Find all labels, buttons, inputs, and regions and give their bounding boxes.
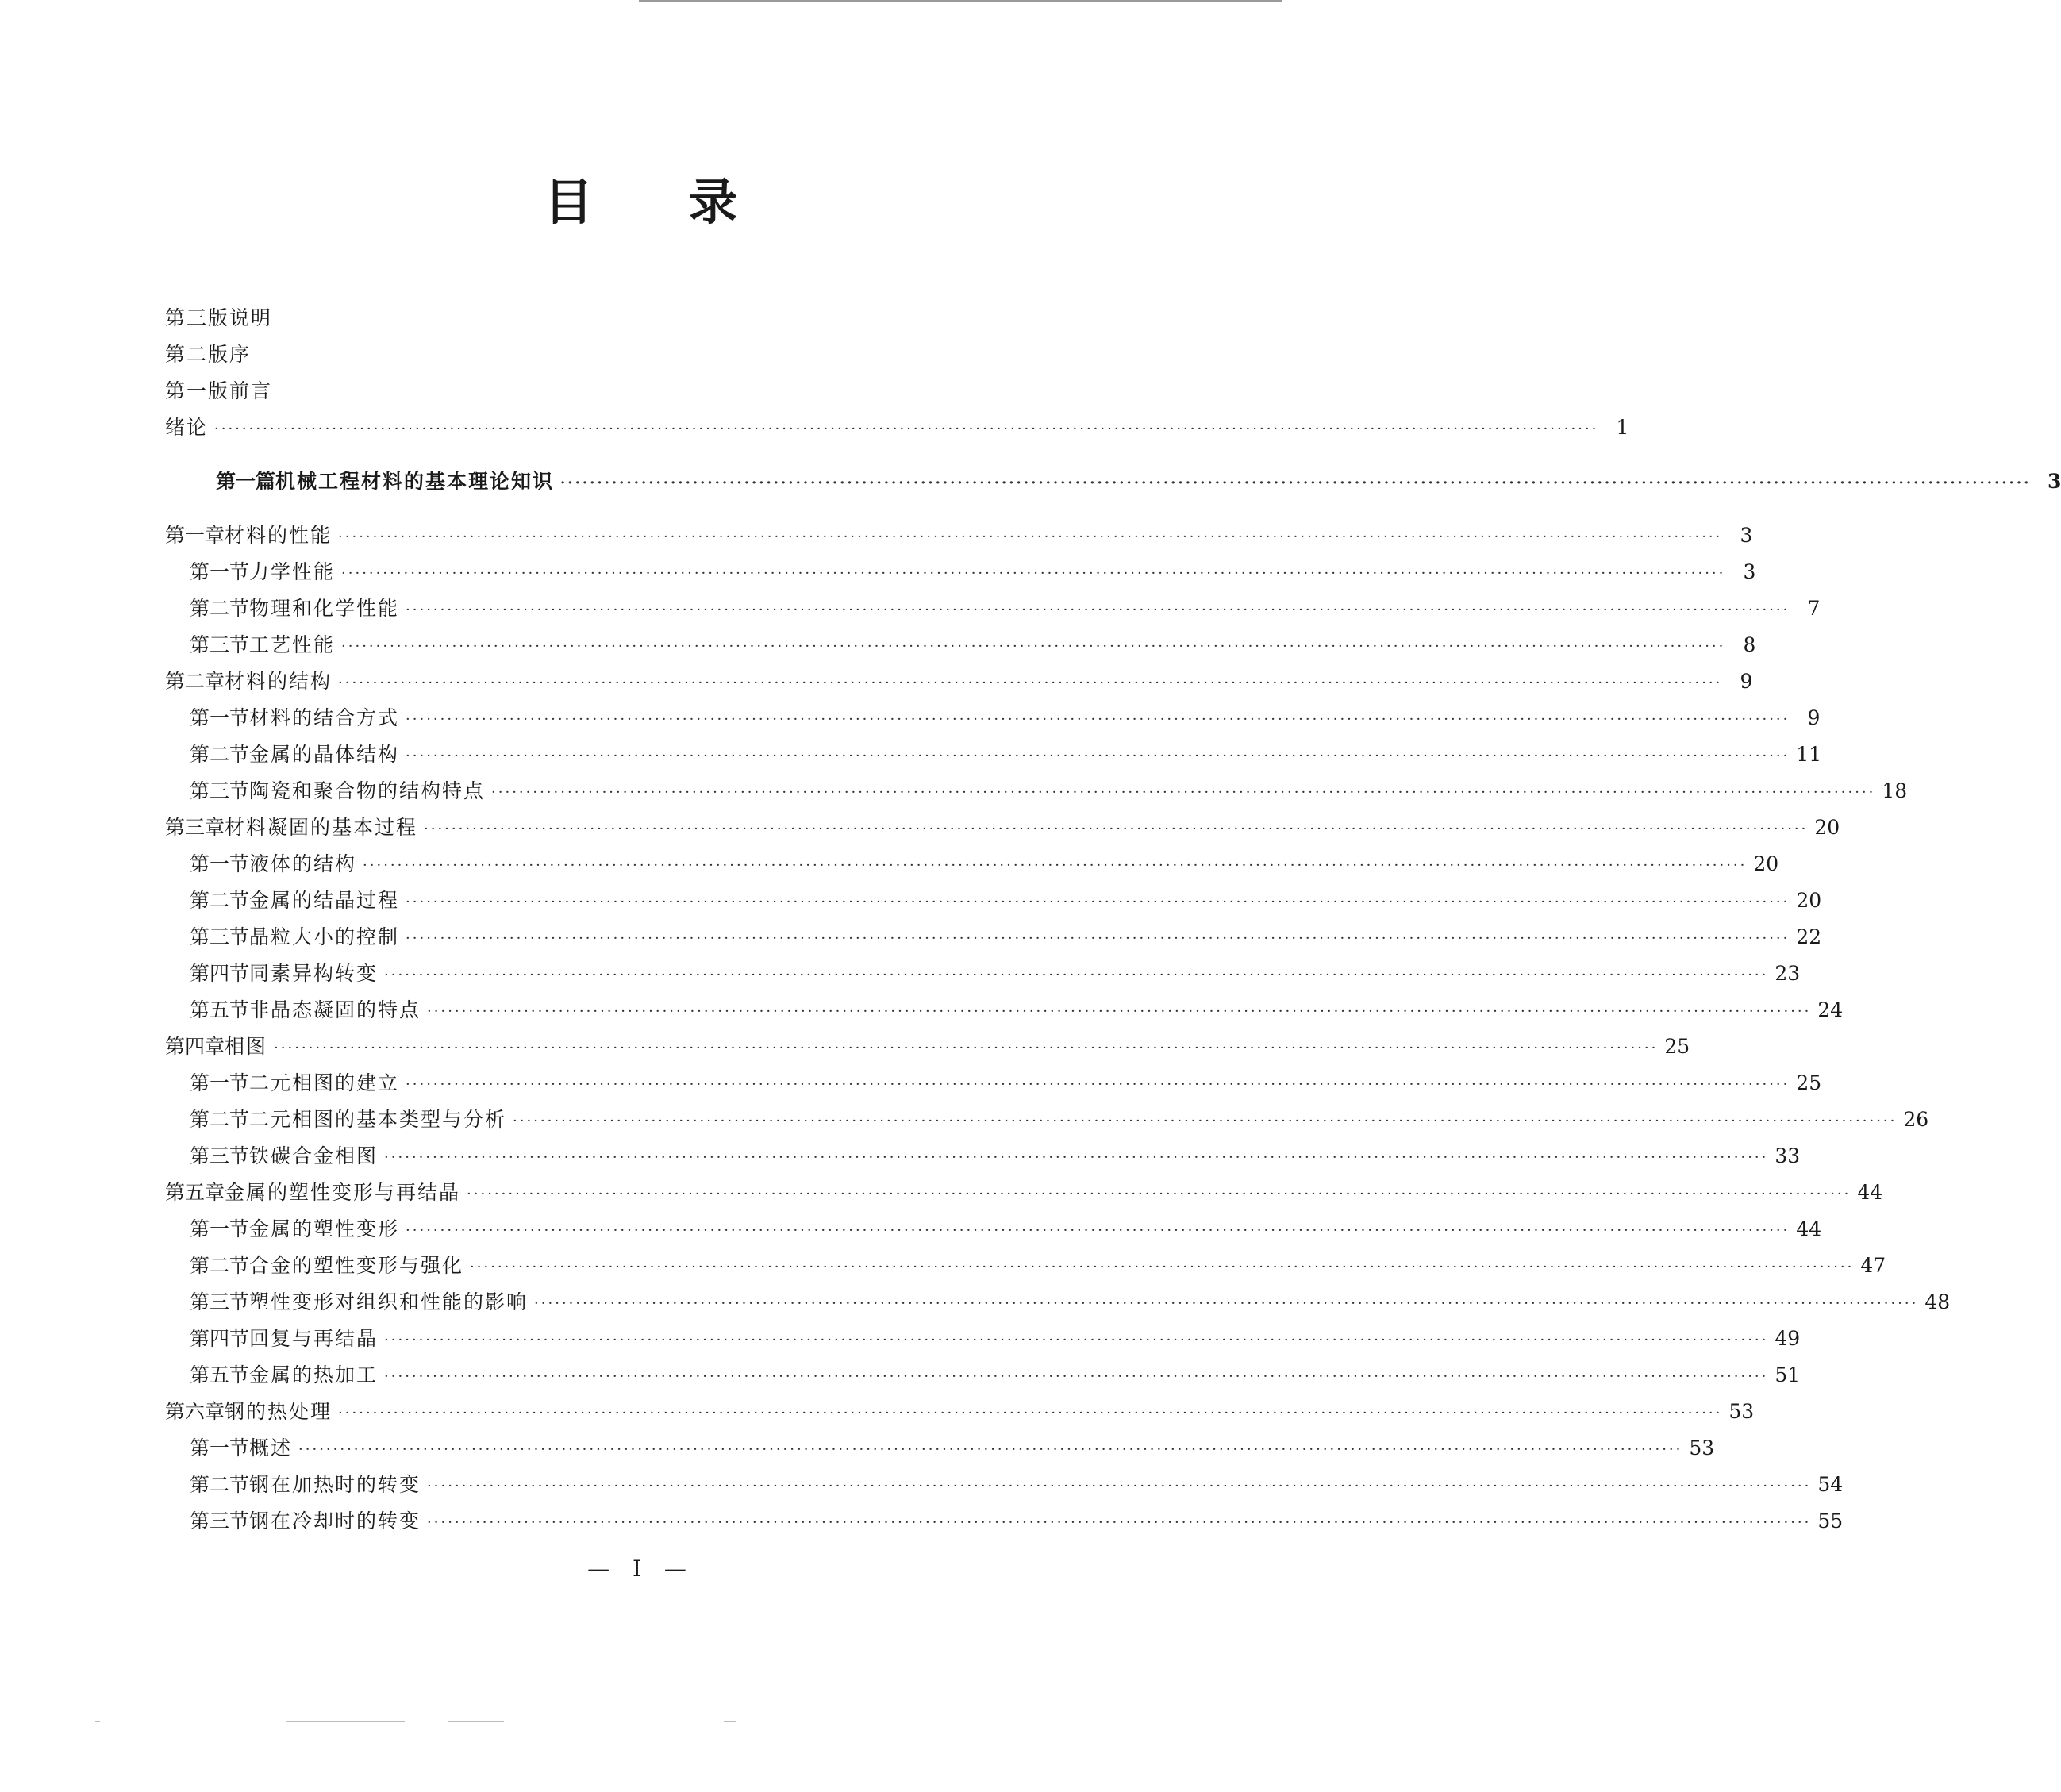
dot-leader: ········································································································································································································	[560, 475, 2032, 491]
toc-entry-title: 材料的结合方式	[249, 706, 400, 729]
toc-entry	[165, 803, 1840, 840]
dot-leader: ········································································································································································································	[534, 1295, 1919, 1312]
dot-leader: ········································································································································································································	[406, 894, 1790, 910]
toc-entry-number: 第三节	[190, 1144, 250, 1167]
dot-leader: ········································································································································································································	[427, 1514, 1812, 1531]
toc-entry	[165, 913, 1822, 949]
dot-leader: ········································································································································································································	[406, 711, 1790, 728]
toc-entry-number: 第二节	[190, 889, 250, 912]
toc-entry-title: 陶瓷和聚合物的结构特点	[249, 779, 486, 802]
table-of-contents	[165, 294, 2061, 1533]
dot-leader: ········································································································································································································	[424, 821, 1809, 837]
toc-entry-number: 第一节	[190, 560, 250, 583]
toc-entry-title: 塑性变形对组织和性能的影响	[249, 1290, 529, 1313]
toc-entry-page: 20	[1796, 889, 1822, 912]
toc-entry-number: 第一节	[190, 1071, 250, 1094]
toc-entry	[165, 1022, 1690, 1059]
dot-leader: ········································································································································································································	[513, 1113, 1898, 1129]
toc-entry-title: 钢在加热时的转变	[249, 1473, 421, 1496]
toc-entry	[165, 1497, 1844, 1533]
top-rule	[639, 0, 1282, 2]
toc-entry	[165, 1059, 1822, 1095]
toc-entry-number: 第一节	[190, 1436, 250, 1459]
dot-leader: ········································································································································································································	[384, 1368, 1769, 1385]
toc-entry-page: 26	[1903, 1108, 1929, 1131]
toc-entry-title: 第三版说明	[165, 306, 273, 329]
page-number-footer: — I —	[587, 1556, 694, 1582]
toc-entry-page: 55	[1817, 1509, 1844, 1532]
toc-entry-number: 第五节	[190, 1363, 250, 1386]
toc-entry-number: 第一章	[165, 524, 225, 547]
toc-entry-page: 8	[1743, 633, 1756, 656]
toc-entry-title: 材料的性能	[225, 524, 333, 547]
toc-entry	[165, 986, 1844, 1022]
toc-entry	[165, 657, 1753, 694]
title-char-1: 目	[544, 173, 594, 231]
toc-entry	[165, 840, 1779, 876]
toc-entry-number: 第五章	[165, 1181, 225, 1204]
toc-entry-title: 金属的晶体结构	[249, 743, 400, 766]
toc-entry-page: 7	[1807, 597, 1821, 620]
scan-smudge	[286, 1721, 405, 1722]
toc-entry	[165, 694, 1821, 730]
scan-smudge	[448, 1721, 504, 1722]
dot-leader: ········································································································································································································	[298, 1441, 1683, 1458]
toc-entry-title: 概述	[249, 1436, 293, 1459]
toc-entry	[165, 1424, 1715, 1460]
toc-entry-title: 材料的结构	[225, 670, 333, 693]
toc-entry	[165, 1460, 1844, 1497]
dot-leader: ········································································································································································································	[406, 748, 1790, 764]
page-title	[0, 163, 1282, 233]
toc-entry	[165, 1095, 1929, 1132]
toc-entry-number: 第三节	[190, 925, 250, 948]
toc-entry-page: 3	[1740, 524, 1753, 547]
toc-entry	[165, 1132, 1801, 1168]
toc-entry-title: 力学性能	[249, 560, 336, 583]
toc-entry-number: 第三节	[190, 779, 250, 802]
dot-leader: ········································································································································································································	[491, 784, 1876, 801]
toc-entry	[165, 403, 1629, 440]
toc-entry-page: 33	[1775, 1144, 1801, 1167]
toc-entry	[165, 584, 1821, 621]
toc-entry	[165, 876, 1822, 913]
toc-entry-title: 铁碳合金相图	[249, 1144, 379, 1167]
toc-entry-number: 第三节	[190, 1509, 250, 1532]
toc-entry-title: 二元相图的建立	[249, 1071, 400, 1094]
toc-entry-title: 金属的塑性变形与再结晶	[225, 1181, 461, 1204]
toc-entry-number: 第二章	[165, 670, 225, 693]
toc-entry-title: 金属的热加工	[249, 1363, 379, 1386]
dot-leader: ········································································································································································································	[384, 1332, 1769, 1348]
toc-entry-title: 机械工程材料的基本理论知识	[275, 470, 555, 493]
toc-entry	[165, 1351, 1801, 1387]
dot-leader: ········································································································································································································	[384, 967, 1769, 983]
toc-entry-title: 物理和化学性能	[249, 597, 400, 620]
scan-smudge	[724, 1721, 736, 1722]
dot-leader: ········································································································································································································	[338, 1405, 1723, 1421]
toc-entry-page: 11	[1796, 743, 1822, 766]
toc-entry-title: 金属的塑性变形	[249, 1217, 400, 1240]
title-char-2: 录	[688, 173, 738, 231]
toc-entry-number: 第四章	[165, 1035, 225, 1058]
dot-leader: ········································································································································································································	[467, 1186, 1851, 1202]
toc-entry-number: 第六章	[165, 1400, 225, 1423]
scan-smudge	[95, 1721, 100, 1722]
toc-entry	[165, 1387, 1755, 1424]
toc-entry-page: 53	[1689, 1436, 1715, 1459]
toc-entry-title: 钢的热处理	[225, 1400, 333, 1423]
toc-entry-title: 金属的结晶过程	[249, 889, 400, 912]
toc-entry-page: 22	[1796, 925, 1822, 948]
toc-entry-number: 第一节	[190, 852, 250, 875]
toc-entry-page: 18	[1882, 779, 1908, 802]
toc-entry	[165, 457, 2061, 494]
toc-entry-number: 第二节	[190, 1254, 250, 1277]
toc-entry-title: 工艺性能	[249, 633, 336, 656]
toc-entry-title: 同素异构转变	[249, 962, 379, 985]
toc-entry	[165, 367, 1145, 403]
toc-entry-title: 绪论	[165, 416, 209, 439]
toc-entry-number: 第四节	[190, 1327, 250, 1350]
toc-entry	[165, 1314, 1801, 1351]
toc-entry-page: 54	[1817, 1473, 1844, 1496]
toc-entry-page: 49	[1775, 1327, 1801, 1350]
dot-leader: ········································································································································································································	[406, 1222, 1790, 1239]
toc-entry-title: 合金的塑性变形与强化	[249, 1254, 464, 1277]
toc-entry-page: 20	[1753, 852, 1779, 875]
toc-entry-title: 相图	[225, 1035, 268, 1058]
toc-entry-number: 第四节	[190, 962, 250, 985]
toc-entry-number: 第一节	[190, 1217, 250, 1240]
toc-entry	[165, 330, 1145, 367]
toc-entry-page: 44	[1796, 1217, 1822, 1240]
dot-leader: ········································································································································································································	[363, 857, 1748, 874]
dot-leader: ········································································································································································································	[338, 529, 1723, 545]
toc-entry-page: 3	[1743, 560, 1756, 583]
toc-entry-page: 23	[1775, 962, 1801, 985]
toc-entry-page: 51	[1775, 1363, 1801, 1386]
toc-entry-title: 第一版前言	[165, 379, 273, 402]
toc-entry-number: 第五节	[190, 998, 250, 1021]
toc-entry-title: 非晶态凝固的特点	[249, 998, 421, 1021]
toc-entry-page: 25	[1796, 1071, 1822, 1094]
toc-entry-page: 24	[1817, 998, 1844, 1021]
toc-entry	[165, 1205, 1822, 1241]
toc-entry-number: 第三节	[190, 633, 250, 656]
dot-leader: ········································································································································································································	[384, 1149, 1769, 1166]
toc-entry	[165, 730, 1822, 767]
dot-leader: ········································································································································································································	[274, 1040, 1659, 1056]
toc-entry-number: 第二节	[190, 1473, 250, 1496]
dot-leader: ········································································································································································································	[406, 930, 1790, 947]
toc-entry-page: 9	[1807, 706, 1821, 729]
toc-entry-title: 第二版序	[165, 343, 252, 366]
toc-entry-title: 晶粒大小的控制	[249, 925, 400, 948]
toc-entry	[165, 511, 1753, 548]
toc-entry-number: 第三节	[190, 1290, 250, 1313]
toc-entry-page: 25	[1664, 1035, 1690, 1058]
toc-entry	[165, 1278, 1951, 1314]
toc-entry	[165, 294, 1145, 330]
toc-entry-page: 3	[2047, 470, 2061, 493]
toc-entry-page: 44	[1857, 1181, 1883, 1204]
toc-entry-page: 20	[1814, 816, 1840, 839]
toc-entry-page: 9	[1740, 670, 1753, 693]
toc-entry	[165, 1241, 1886, 1278]
toc-entry-title: 回复与再结晶	[249, 1327, 379, 1350]
toc-entry-number: 第二节	[190, 597, 250, 620]
toc-entry	[165, 949, 1801, 986]
toc-entry-number: 第三章	[165, 816, 225, 839]
dot-leader: ········································································································································································································	[214, 421, 1599, 437]
toc-entry	[165, 767, 1908, 803]
toc-entry-number: 第二节	[190, 1108, 250, 1131]
dot-leader: ········································································································································································································	[427, 1478, 1812, 1494]
dot-leader: ········································································································································································································	[406, 602, 1790, 618]
dot-leader: ········································································································································································································	[341, 565, 1726, 582]
dot-leader: ········································································································································································································	[470, 1259, 1855, 1275]
toc-entry-title: 液体的结构	[249, 852, 357, 875]
dot-leader: ········································································································································································································	[338, 675, 1723, 691]
toc-entry-number: 第二节	[190, 743, 250, 766]
dot-leader: ········································································································································································································	[427, 1003, 1812, 1020]
toc-entry	[165, 548, 1756, 584]
toc-entry-title: 材料凝固的基本过程	[225, 816, 418, 839]
toc-entry	[165, 1168, 1883, 1205]
toc-entry-page: 47	[1860, 1254, 1886, 1277]
toc-entry-page: 1	[1616, 416, 1629, 439]
dot-leader: ········································································································································································································	[406, 1076, 1790, 1093]
toc-entry-page: 53	[1728, 1400, 1755, 1423]
toc-entry-title: 钢在冷却时的转变	[249, 1509, 421, 1532]
toc-entry	[165, 621, 1756, 657]
toc-entry-number: 第一节	[190, 706, 250, 729]
dot-leader: ········································································································································································································	[341, 638, 1726, 655]
toc-entry-number: 第一篇	[216, 470, 276, 493]
toc-entry-page: 48	[1924, 1290, 1951, 1313]
toc-entry-title: 二元相图的基本类型与分析	[249, 1108, 507, 1131]
